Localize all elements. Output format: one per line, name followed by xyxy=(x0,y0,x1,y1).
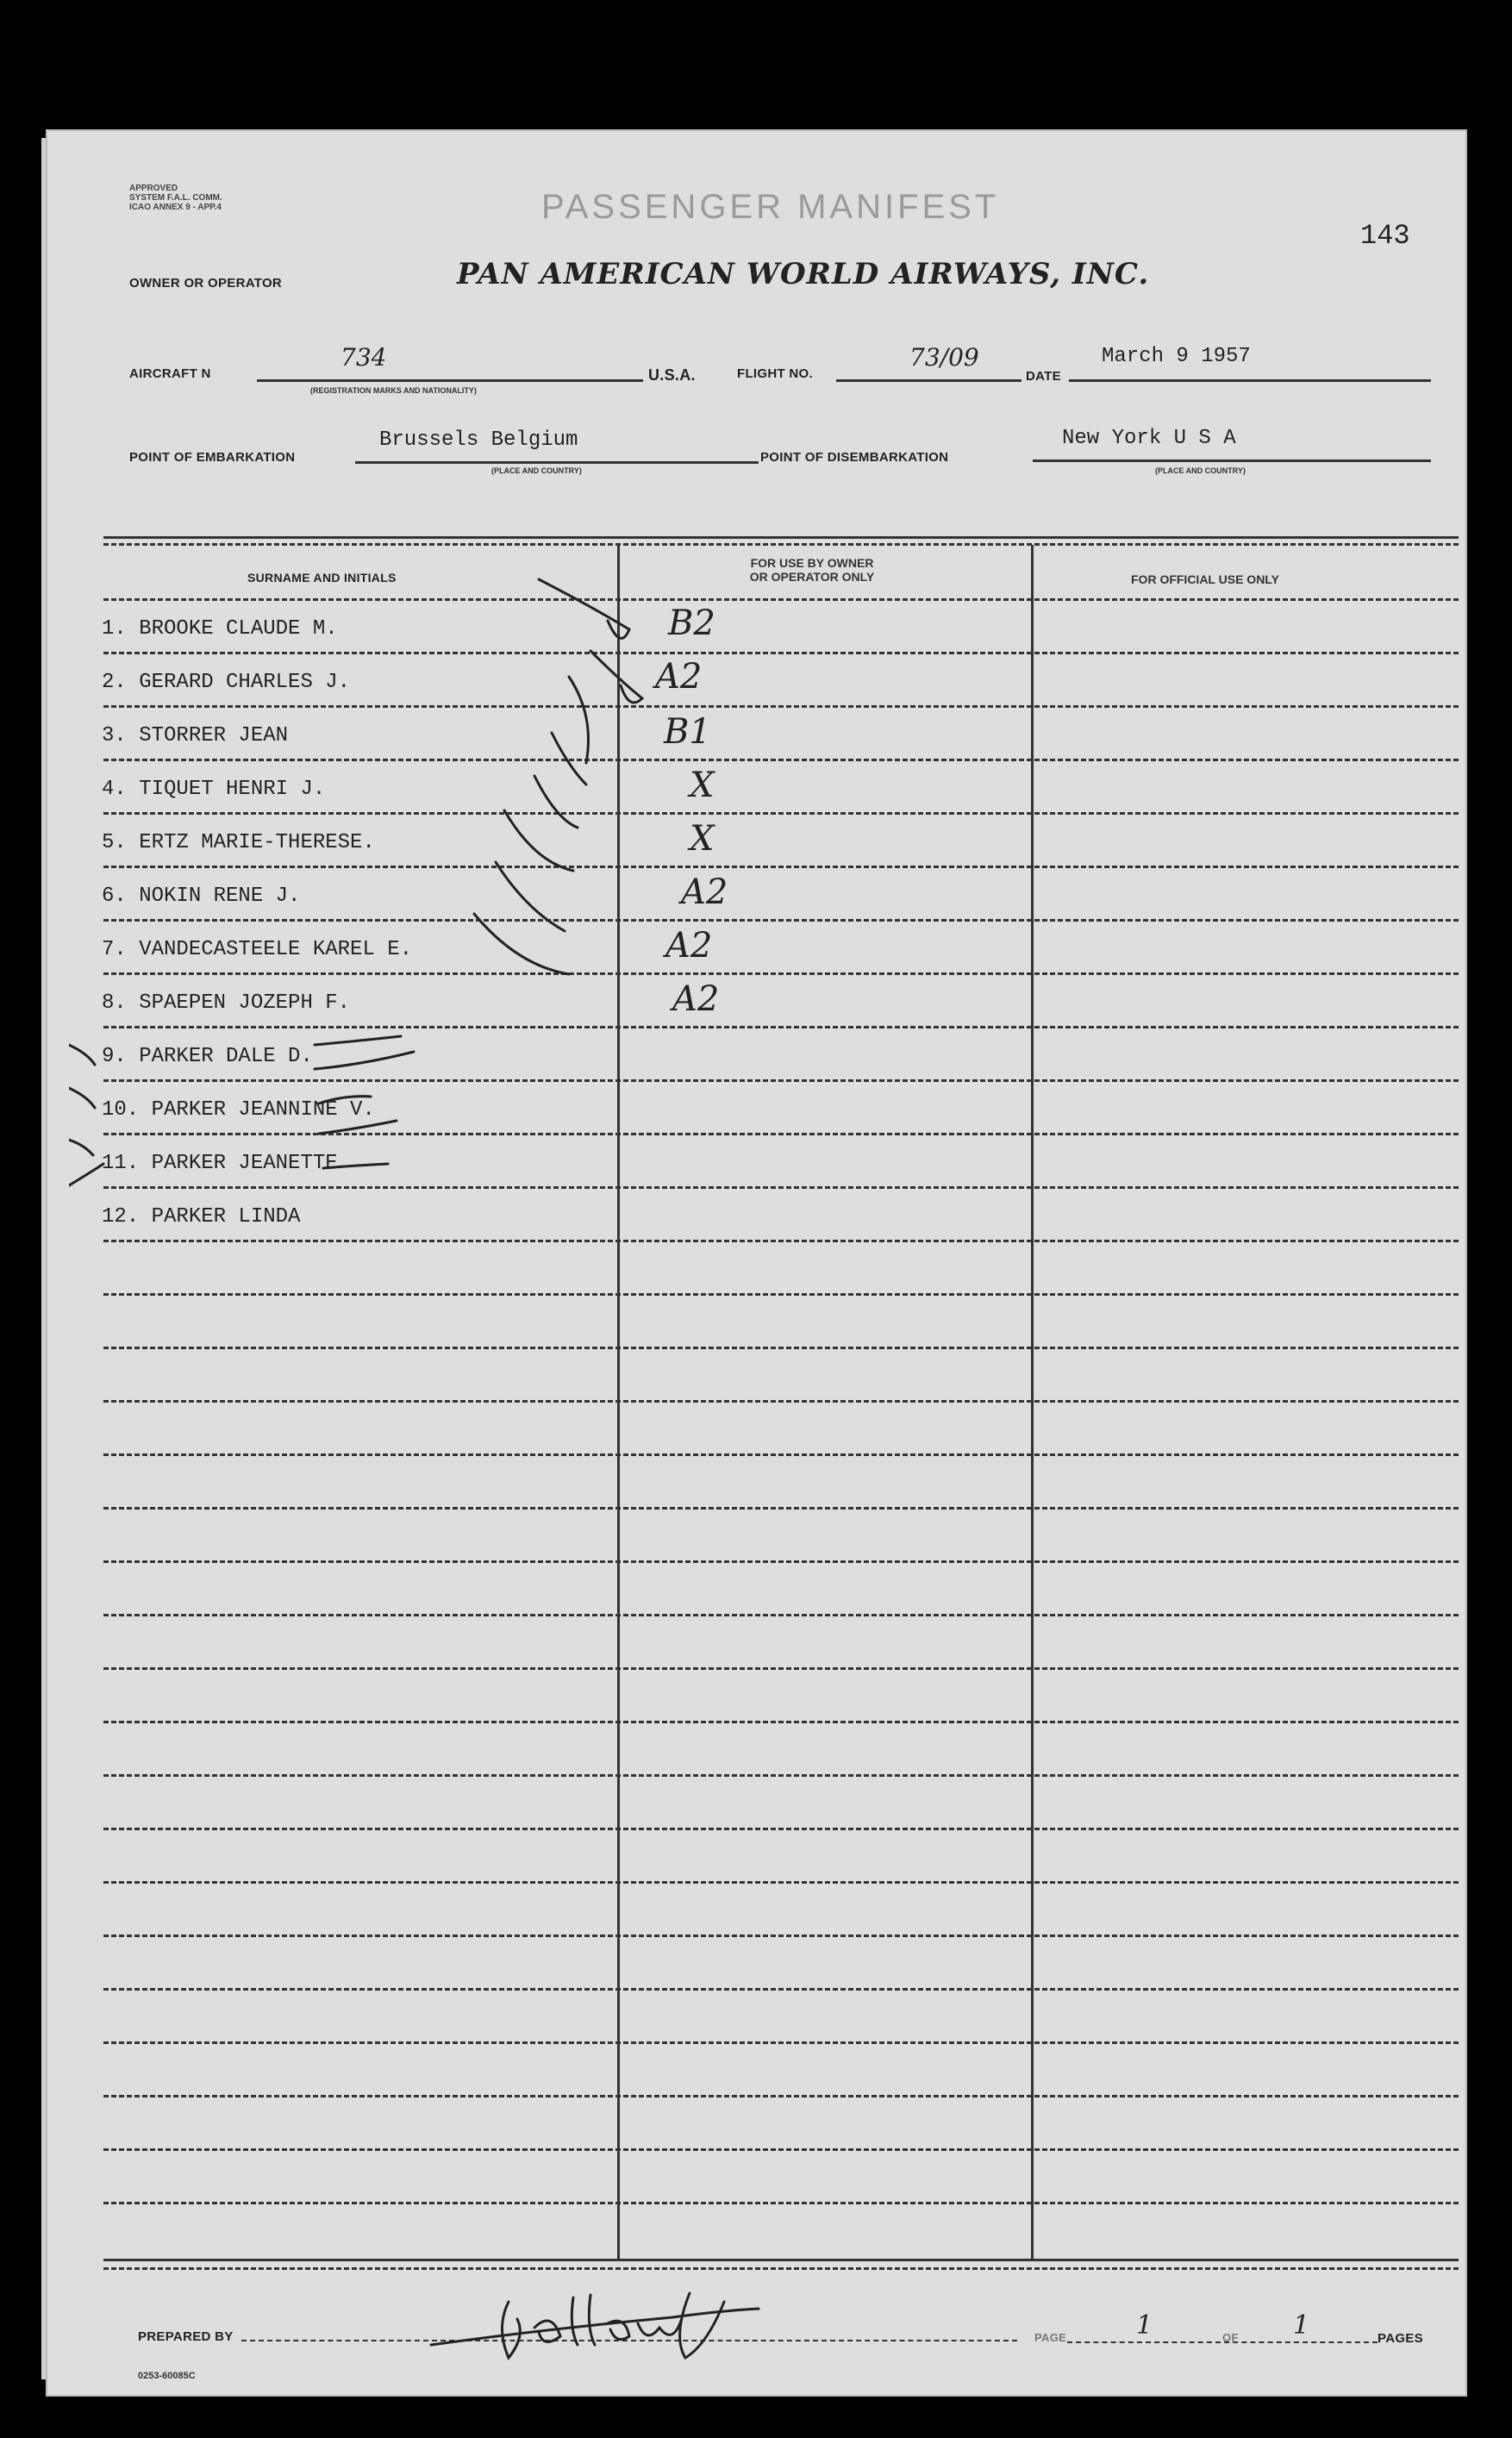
table-rule-line xyxy=(103,1667,1459,1670)
list-item: 5. ERTZ MARIE-THERESE. xyxy=(102,831,375,854)
date-value: March 9 1957 xyxy=(1102,345,1251,368)
handwritten-code: A2 xyxy=(681,872,728,912)
list-item: 9. PARKER DALE D. xyxy=(102,1045,313,1068)
handwritten-code: B1 xyxy=(664,712,711,752)
form-number: 0253-60085C xyxy=(138,2371,196,2381)
owner-label: OWNER OR OPERATOR xyxy=(129,276,283,291)
table-top-rule xyxy=(103,536,1459,539)
table-rule-line xyxy=(103,1560,1459,1563)
page-title: PASSENGER MANIFEST xyxy=(541,188,1000,226)
list-item: 6. NOKIN RENE J. xyxy=(102,885,301,908)
registration-sublabel: (REGISTRATION MARKS AND NATIONALITY) xyxy=(310,386,477,395)
col-owner-header-2: OR OPERATOR ONLY xyxy=(749,570,875,584)
aircraft-value: 734 xyxy=(341,343,387,372)
col-official-header: FOR OFFICIAL USE ONLY xyxy=(1131,572,1279,586)
disembarkation-sublabel: (PLACE AND COUNTRY) xyxy=(1155,466,1246,475)
embarkation-sublabel: (PLACE AND COUNTRY) xyxy=(491,466,582,475)
handwritten-code: A2 xyxy=(665,926,713,966)
col-surname-header: SURNAME AND INITIALS xyxy=(247,571,397,584)
table-rule-line xyxy=(103,1293,1459,1296)
col-owner-header-1: FOR USE BY OWNER xyxy=(750,556,874,570)
of-label: OF xyxy=(1222,2331,1239,2344)
table-rule-line xyxy=(103,1453,1459,1456)
table-bottom-rule xyxy=(103,2259,1459,2261)
date-line xyxy=(1069,379,1431,382)
flight-value: 73/09 xyxy=(909,343,979,372)
table-rule-line xyxy=(103,1828,1459,1830)
approved-line-3: ICAO ANNEX 9 - APP.4 xyxy=(129,203,222,212)
table-rule-line xyxy=(103,2095,1459,2097)
list-item: 10. PARKER JEANNINE V. xyxy=(102,1098,375,1122)
table-rule-line xyxy=(103,1400,1459,1403)
list-item: 2. GERARD CHARLES J. xyxy=(102,671,351,694)
table-rule-line xyxy=(103,2148,1459,2151)
disembarkation-label: POINT OF DISEMBARKATION xyxy=(760,450,949,465)
handwritten-code: B2 xyxy=(668,603,715,643)
of-value: 1 xyxy=(1293,2310,1310,2341)
approval-block xyxy=(129,184,222,212)
embarkation-value: Brussels Belgium xyxy=(379,428,578,452)
table-bottom-rule-2 xyxy=(103,2267,1459,2270)
table-rule-line xyxy=(103,1774,1459,1777)
aircraft-label: AIRCRAFT N xyxy=(129,366,211,381)
flight-label: FLIGHT NO. xyxy=(737,366,813,381)
list-item: 11. PARKER JEANETTE xyxy=(102,1152,338,1175)
approved-line-2: SYSTEM F.A.L. COMM. xyxy=(129,193,222,203)
handwritten-code: X xyxy=(690,819,715,859)
column-divider-2 xyxy=(1031,545,1034,2260)
table-rule-line xyxy=(103,2202,1459,2204)
page-count-line xyxy=(1067,2341,1378,2343)
table-rule-line xyxy=(103,1721,1459,1723)
table-rule-line xyxy=(103,1935,1459,1937)
list-item: 12. PARKER LINDA xyxy=(102,1205,301,1228)
list-item: 4. TIQUET HENRI J. xyxy=(102,778,326,801)
embarkation-label: POINT OF EMBARKATION xyxy=(129,450,296,465)
list-item: 1. BROOKE CLAUDE M. xyxy=(102,617,338,641)
handwritten-code: X xyxy=(690,766,715,805)
handwritten-code: A2 xyxy=(672,979,720,1019)
table-rule-line xyxy=(103,2041,1459,2044)
handwritten-code: A2 xyxy=(655,657,703,697)
table-rule-line xyxy=(103,1881,1459,1884)
list-item: 7. VANDECASTEELE KAREL E. xyxy=(102,938,413,961)
table-rule-line xyxy=(103,1240,1459,1242)
list-item: 8. SPAEPEN JOZEPH F. xyxy=(102,991,351,1015)
list-item: 3. STORRER JEAN xyxy=(102,724,289,747)
prepared-by-label: PREPARED BY xyxy=(138,2329,234,2344)
aircraft-line xyxy=(257,379,643,382)
page-label: PAGE xyxy=(1034,2331,1067,2344)
usa-label: U.S.A. xyxy=(648,366,696,384)
disembarkation-value: New York U S A xyxy=(1062,427,1236,450)
approved-line-1: APPROVED xyxy=(129,184,178,193)
flight-line xyxy=(836,379,1022,382)
check-marks-drawing xyxy=(69,569,672,1224)
table-rule-line xyxy=(103,1988,1459,1991)
manifest-sheet xyxy=(47,131,1465,2395)
table-rule-line xyxy=(103,1507,1459,1510)
owner-value: PAN AMERICAN WORLD AIRWAYS, INC. xyxy=(457,257,1150,291)
pages-label: PAGES xyxy=(1378,2331,1423,2346)
table-rule-line xyxy=(103,1347,1459,1349)
signature-drawing xyxy=(414,2276,776,2371)
page-value: 1 xyxy=(1136,2310,1153,2341)
embarkation-line xyxy=(355,461,759,464)
disembarkation-line xyxy=(1033,459,1431,462)
table-top-rule-2 xyxy=(103,543,1459,546)
date-label: DATE xyxy=(1026,369,1061,384)
table-rule-line xyxy=(103,1614,1459,1616)
page-number: 143 xyxy=(1360,220,1410,252)
